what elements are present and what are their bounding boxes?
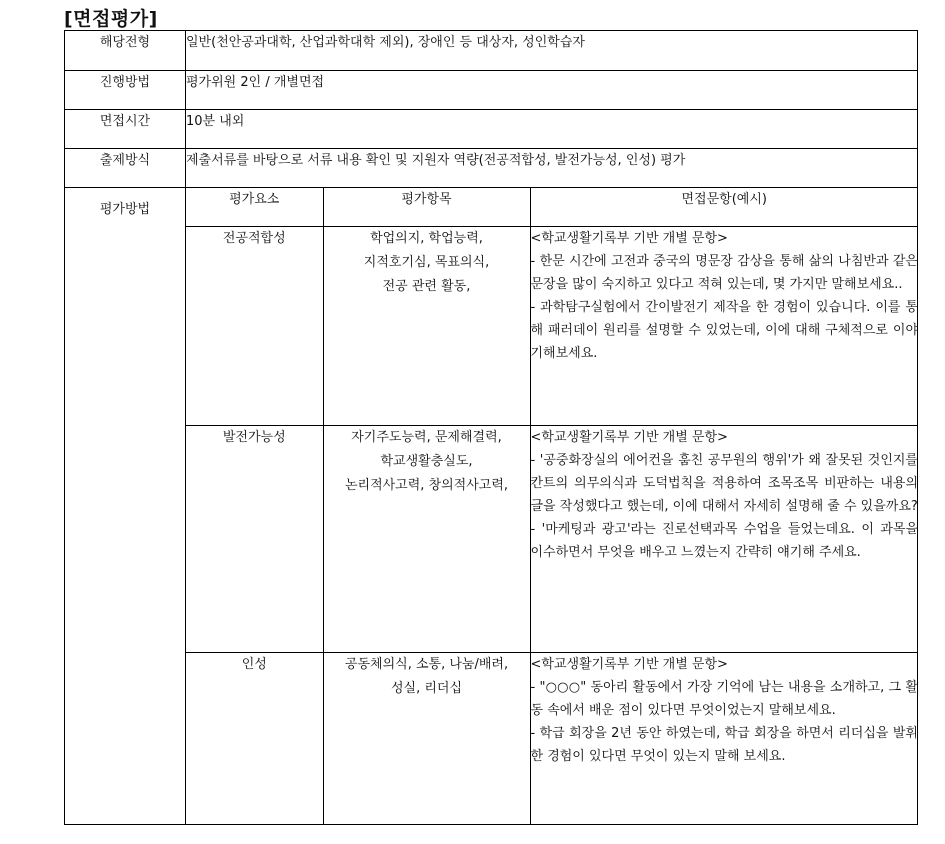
evaluation-row-potential (186, 426, 918, 653)
interview-questions (530, 653, 918, 824)
evaluation-items (323, 653, 530, 824)
row-label: 면접시간 (65, 110, 186, 149)
row-method (65, 71, 918, 110)
evaluation-item: 논리적사고력, 창의적사고력, (344, 478, 509, 493)
evaluation-header-row (186, 188, 918, 227)
evaluation-detail-table (186, 188, 918, 824)
row-evaluation (65, 188, 918, 825)
row-label: 진행방법 (65, 71, 186, 110)
evaluation-row-major-fit (186, 227, 918, 426)
row-value: 10분 내외 (186, 110, 918, 149)
row-label: 출제방식 (65, 149, 186, 188)
evaluation-item: 전공 관련 활동, (382, 279, 471, 294)
row-target (65, 31, 918, 71)
header-items: 평가항목 (323, 188, 530, 227)
question-heading: <학교생활기록부 기반 개별 문항> (530, 231, 728, 246)
evaluation-item: 자기주도능력, 문제해결력, (351, 430, 502, 445)
row-label: 평가방법 (65, 188, 186, 825)
question-item: - 학급 회장을 2년 동안 하였는데, 학급 회장을 하면서 리더십을 발휘한 경험이 있다면 무엇이 있는지 말해 보세요. (530, 726, 918, 764)
evaluation-row-character (186, 653, 918, 824)
evaluation-element: 인성 (186, 653, 323, 824)
evaluation-element: 전공적합성 (186, 227, 323, 426)
interview-questions (530, 227, 918, 426)
question-item: - '공중화장실의 에어컨을 훔친 공무원의 행위'가 왜 잘못된 것인지를 칸트의 의무의식과 도덕법칙을 적용하여 조목조목 비판하는 내용의 글을 작성했다고 했는데, 이에 대해서 자세히 설명해 줄 수 있을까요? (530, 453, 918, 514)
evaluation-items (323, 426, 530, 653)
question-item: - "○○○" 동아리 활동에서 가장 기억에 남는 내용을 소개하고, 그 활동 속에서 배운 점이 있다면 무엇이었는지 말해보세요. (530, 680, 918, 718)
interview-questions (530, 426, 918, 653)
question-item: - 한문 시간에 고전과 중국의 명문장 감상을 통해 삶의 나침반과 같은 문장을 많이 숙지하고 있다고 적혀 있는데, 몇 가지만 말해보세요.. (530, 254, 918, 292)
evaluation-cell (186, 188, 918, 825)
question-item: - 과학탐구실험에서 간이발전기 제작을 한 경험이 있습니다. 이를 통해 패러데이 원리를 설명할 수 있었는데, 이에 대해 구체적으로 이야기해보세요. (530, 300, 918, 361)
question-heading: <학교생활기록부 기반 개별 문항> (530, 657, 728, 672)
row-format (65, 149, 918, 188)
evaluation-item: 공동체의식, 소통, 나눔/배려, (344, 657, 509, 672)
evaluation-item: 학업의지, 학업능력, (370, 231, 483, 246)
question-item: - '마케팅과 광고'라는 진로선택과목 수업을 들었는데요. 이 과목을 이수하면서 무엇을 배우고 느꼈는지 간략히 얘기해 주세요. (530, 522, 918, 560)
interview-evaluation-table (64, 30, 918, 825)
evaluation-element: 발전가능성 (186, 426, 323, 653)
question-heading: <학교생활기록부 기반 개별 문항> (530, 430, 728, 445)
evaluation-item: 성실, 리더십 (390, 681, 463, 696)
evaluation-item: 학교생활충실도, (380, 454, 473, 469)
row-label: 해당전형 (65, 31, 186, 71)
evaluation-item: 지적호기심, 목표의식, (363, 255, 490, 270)
header-element: 평가요소 (186, 188, 323, 227)
section-title: [면접평가] (64, 8, 158, 30)
row-time (65, 110, 918, 149)
row-value: 일반(천안공과대학, 산업과학대학 제외), 장애인 등 대상자, 성인학습자 (186, 31, 918, 71)
evaluation-items (323, 227, 530, 426)
header-questions: 면접문항(예시) (530, 188, 918, 227)
row-value: 제출서류를 바탕으로 서류 내용 확인 및 지원자 역량(전공적합성, 발전가능성, 인성) 평가 (186, 149, 918, 188)
row-value: 평가위원 2인 / 개별면접 (186, 71, 918, 110)
